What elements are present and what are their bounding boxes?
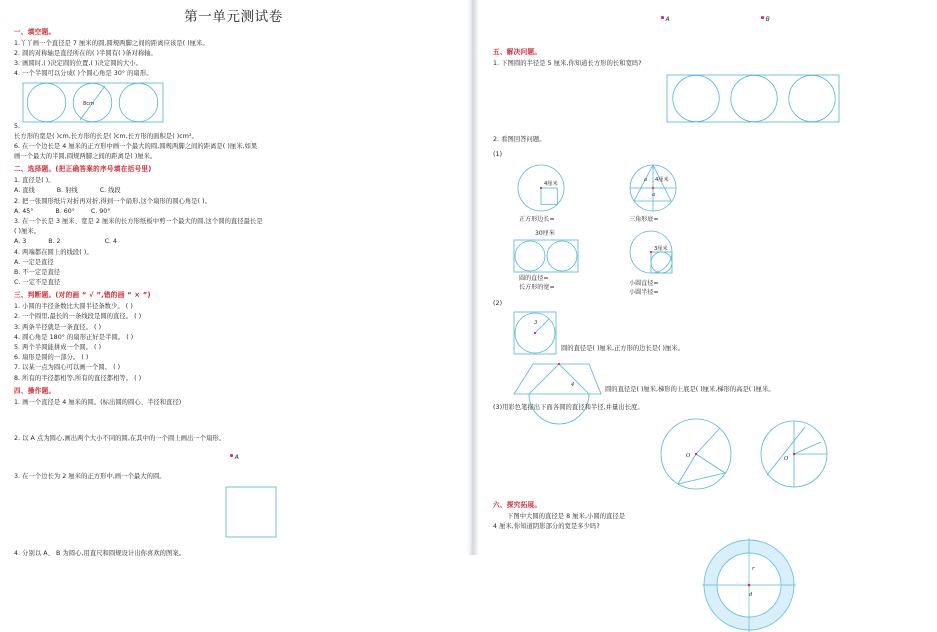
figure-label-a-2: a — [652, 192, 656, 199]
figure-caption-circle-diameter: 圆的直径= — [519, 274, 549, 282]
choice-q2-options — [14, 207, 455, 217]
truefalse-q6: 6. 扇形是圆的一部分。 ( ) — [14, 354, 89, 362]
circle-square-svg — [513, 163, 583, 215]
fill-blank-q6-line2: 画一个最大的半圆,圆规两脚之间的距离是( )厘米。 — [14, 153, 157, 161]
figure-label-a-1: a — [644, 177, 648, 184]
choice-q3-option-b: B. 2 — [48, 238, 61, 246]
drawing-q4: 4. 分别以 A、 B 为圆心,用直尺和圆规设计出你喜欢的图案。 — [14, 550, 186, 558]
circle-center-label-left: O — [686, 453, 691, 460]
sub2-item-1 — [493, 311, 925, 355]
figure-label-8cm: 8cm — [83, 100, 95, 107]
figure-label-radius-4: 4 — [571, 382, 575, 389]
section-heading-explore: 六、探究拓展。 — [493, 501, 542, 510]
choice-q1-option-a: A. 直线 — [14, 187, 35, 195]
circle-triangle-svg — [623, 163, 693, 215]
choice-q2-option-b: B. 60° — [55, 207, 75, 215]
point-a-marker — [230, 454, 239, 461]
point-dot-icon — [230, 454, 233, 457]
figure-big-small-circle — [623, 229, 733, 297]
figure-empty-square — [14, 486, 455, 538]
point-dot-icon — [661, 16, 664, 19]
fill-blank-q3: 3. 画圆时,( )决定圆的位置,( )决定圆的大小。 — [14, 60, 142, 68]
section-heading-true-false: 三、判断题。(对的画 “ √ ”,错的画 “ × ”) — [14, 291, 151, 300]
word-problem-q2: 2. 看图回答问题。 — [493, 136, 546, 144]
choice-q3-options — [14, 237, 455, 247]
sub2-item-2 — [493, 362, 925, 396]
figure-two-circles-rect — [513, 229, 623, 297]
section-heading-drawing: 四、操作题。 — [14, 386, 56, 395]
choice-q3-option-a: A. 3 — [14, 238, 27, 246]
drawing-q3: 3. 在一个边长为 2 厘米的正方形中,画一个最大的圆。 — [14, 473, 166, 480]
truefalse-q5: 5. 两个半圆能拼成一个圆。 ( ) — [14, 343, 102, 351]
point-a-marker-right — [661, 16, 670, 23]
figure-annulus-area — [493, 538, 925, 632]
choice-q3-option-c: C. 4 — [104, 238, 117, 246]
choice-q3-stem: 3. 在一个长是 3 厘米、宽是 2 厘米的长方形纸板中剪一个最大的圆,这个圆的直径最长是 — [14, 218, 263, 226]
annulus-label-d: d — [749, 591, 753, 598]
circle-chords-right-svg — [759, 417, 829, 491]
drawing-q1-workspace — [14, 408, 455, 434]
drawing-q2: 2. 以 A 点为圆心,画出两个大小不同的圆,在其中的一个圆上画出一个扇形。 — [14, 434, 226, 442]
choice-q1-option-c: C. 线段 — [99, 187, 121, 195]
truefalse-q4: 4. 圆心角是 180° 的扇形正好是半圆。 ( ) — [14, 333, 134, 341]
choice-q2-option-a: A. 45° — [14, 207, 34, 215]
annulus-svg — [702, 538, 796, 632]
figure-grid-row1 — [513, 163, 925, 224]
figure-three-circles-rect — [14, 82, 455, 124]
drawing-q1: 1. 画一个直径是 4 厘米的圆。(标出圆的圆心、半径和直径) — [14, 398, 182, 406]
truefalse-q7: 7. 以某一点为圆心可以画一个圆。 ( ) — [14, 364, 121, 372]
page-left — [0, 0, 467, 558]
sub3-figures — [493, 417, 925, 491]
circle-in-square-svg — [513, 311, 561, 355]
annulus-label-r: r — [752, 565, 755, 572]
fill-blank-q5-number: 5. — [14, 122, 21, 130]
drawing-q2-point-area — [14, 454, 455, 461]
subsection-1-label: (1) — [493, 151, 503, 159]
figure-circle-square — [513, 163, 623, 224]
figure-caption-rect-width: 长方形的宽= — [519, 283, 555, 291]
point-a-label-right: A — [665, 16, 670, 23]
point-b-label-right: B — [765, 16, 770, 23]
truefalse-q1: 1. 小圆的半径条数比大圆半径条数少。 ( ) — [14, 303, 133, 311]
choice-q3-stem-cont: ( )厘米。 — [14, 228, 41, 236]
sub2-item-2-text: 圆的直径是( )厘米,梯形的上底是( )厘米,梯形的高是( )厘米。 — [605, 385, 775, 393]
point-b-marker-right — [761, 16, 770, 23]
figure-grid-row2 — [513, 229, 925, 297]
choice-q4-stem: 4. 两端都在圆上的线段( )。 — [14, 248, 93, 256]
empty-square-svg — [225, 486, 285, 538]
points-ab-area — [493, 16, 925, 34]
three-circles-rect2-svg — [666, 74, 842, 124]
truefalse-q2: 2. 一个圆里,最长的一条线段是圆的直径。 ( ) — [14, 313, 142, 321]
page-right — [479, 0, 937, 598]
fill-blank-q1: 1.丫丫画一个直径是 7 厘米的圆,圆规两脚之间的距离应该是( )厘米。 — [14, 39, 209, 47]
word-problem-q1-spacer — [493, 124, 925, 135]
choice-q2-stem: 2. 把一张圆形纸片对折再对折,得到一个扇形,这个扇形的圆心角是( )。 — [14, 197, 212, 205]
choice-q1-option-b: B. 射线 — [56, 187, 78, 195]
three-circles-rect-svg — [22, 82, 172, 124]
circle-center-label-right: O — [784, 456, 789, 463]
choice-q1-stem: 1. 直径是( )。 — [14, 177, 55, 185]
figure-label-30cm: 30厘米 — [535, 229, 555, 237]
point-a-label: A — [234, 454, 239, 461]
figure-caption-square-side: 正方形边长= — [519, 216, 555, 224]
figure-label-3cm: 3厘米 — [654, 245, 668, 252]
right-column-content — [479, 0, 937, 632]
figure-caption-small-circle-diameter: 小圆直径= — [629, 279, 659, 287]
section-heading-multiple-choice: 二、选择题。(把正确答案的序号填在括号里) — [14, 165, 152, 174]
figure-caption-small-circle-radius: 小圆半径= — [629, 288, 659, 296]
figure-caption-triangle-base: 三角形底= — [629, 216, 659, 224]
page-divider — [467, 0, 479, 555]
drawing-q2-spacer — [14, 461, 455, 472]
section-heading-fill-blank: 一、填空题。 — [14, 28, 56, 36]
choice-q1-options — [14, 186, 455, 196]
figure-label-4cm-b: 4厘米 — [655, 177, 669, 184]
choice-q4-option-c: C. 一定不是直径 — [14, 279, 61, 287]
truefalse-q3: 3. 两条半径就是一条直径。 ( ) — [14, 323, 102, 331]
figure-label-4cm-a: 4厘米 — [544, 181, 558, 188]
figure-circle-triangle — [623, 163, 733, 224]
point-dot-icon — [761, 16, 764, 19]
fill-blank-q2: 2. 圆的对称轴是直径所在的( )半圆有( )条对称轴。 — [14, 50, 157, 58]
circle-chords-left-svg — [659, 417, 735, 491]
explore-line1: 下图中大圆的直径是 8 厘米,小圆的直径是 — [507, 513, 626, 521]
figure-grid-sub1 — [493, 163, 925, 296]
choice-q4-option-a: A. 一定是直径 — [14, 258, 54, 266]
subsection-2-label: (2) — [493, 299, 503, 307]
two-circles-rect-svg — [513, 238, 583, 274]
big-small-circle-svg — [623, 229, 693, 279]
sub2-item-1-text: 圆的直径是( )厘米,正方形的边长是( )厘米。 — [561, 344, 684, 352]
explore-line2: 4 厘米,你知道阴影部分的宽是多少吗? — [493, 523, 600, 531]
subsection-3-label: (3)用彩色笔描出下面各圆的直径和半径,并量出长度。 — [493, 404, 644, 412]
choice-q2-option-c: C. 90° — [90, 207, 111, 215]
fill-blank-q6-line1: 6. 在一个边长是 4 厘米的正方形中画一个最大的圆,圆规两脚之间的距离是( )厘米,如果 — [14, 143, 258, 151]
drawing-q3-spacer — [14, 538, 455, 549]
choice-q4-option-b: B. 不一定是直径 — [14, 268, 61, 276]
page-title: 第一单元测试卷 — [184, 9, 283, 25]
trapezoid-semicircle-svg — [513, 362, 605, 396]
fill-blank-q5: 长方形的宽是( )cm,长方形的长是( )cm,长方形的面积是( )cm²。 — [14, 132, 198, 140]
fill-blank-q4: 4. 一个半圆可以分成( )个圆心角是 30° 的扇形。 — [14, 70, 153, 78]
figure-three-circles-rect-2 — [493, 74, 925, 124]
left-column-content — [0, 28, 467, 559]
section-heading-word-problems: 五、解决问题。 — [493, 48, 542, 56]
word-problem-q1: 1. 下图圆的半径是 5 厘米,你知道长方形的长和宽吗? — [493, 59, 642, 67]
figure-label-radius-3: 3 — [534, 320, 538, 327]
truefalse-q8: 8. 所有的半径都相等,所有的直径都相等。 ( ) — [14, 374, 142, 382]
